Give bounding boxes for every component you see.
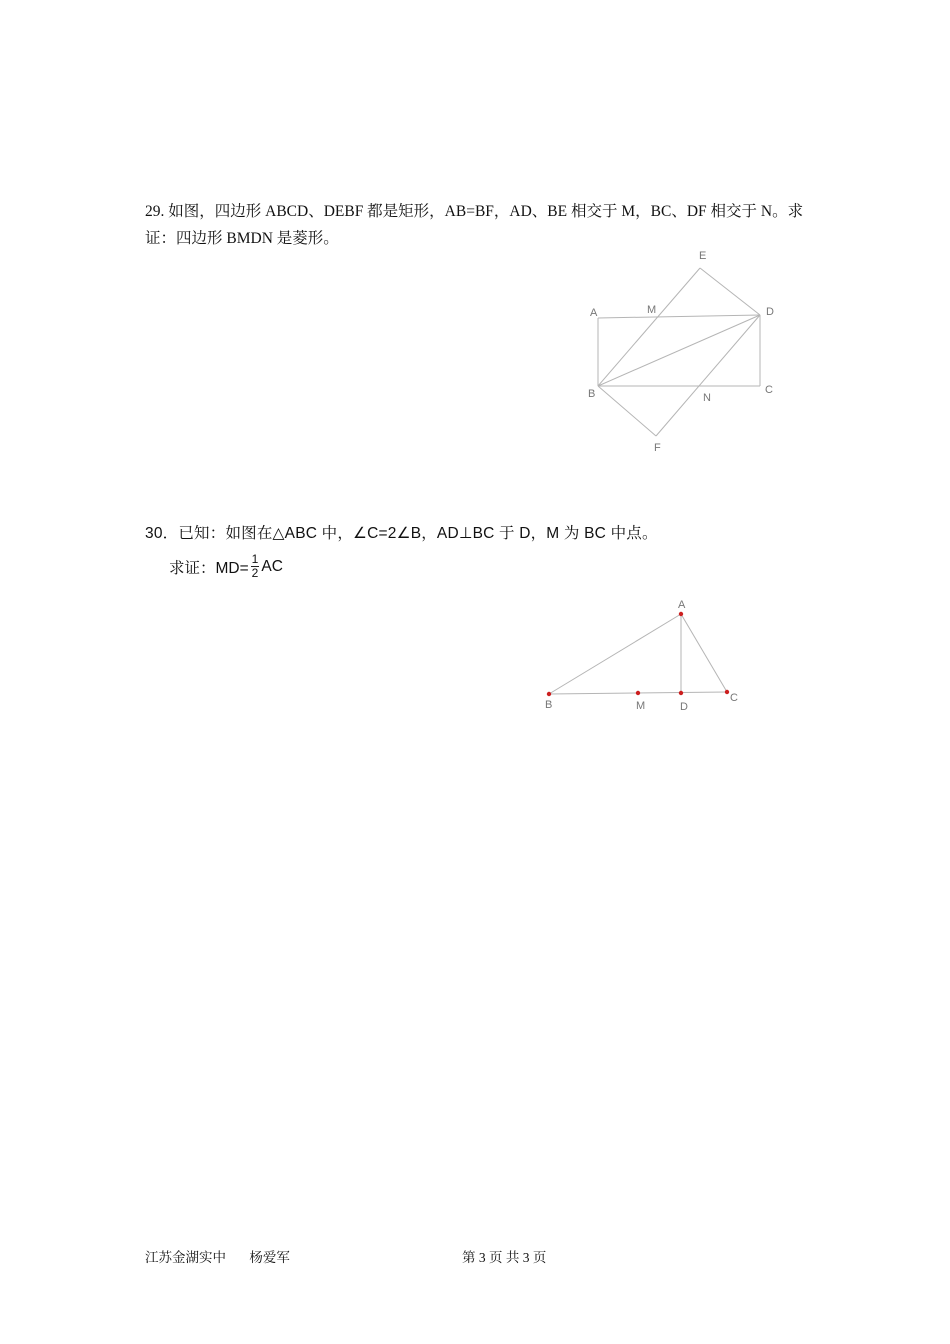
point-M bbox=[636, 691, 640, 695]
question-30: 30．已知：如图在△ABC 中，∠C=2∠B，AD⊥BC 于 D，M 为 BC 中点。 bbox=[145, 525, 658, 542]
label-M30: M bbox=[636, 700, 646, 712]
figure-30 bbox=[535, 592, 750, 717]
label-M: M bbox=[647, 304, 657, 316]
point-C bbox=[725, 690, 729, 694]
question-29-line2: 证：四边形 BMDN 是菱形。 bbox=[145, 230, 339, 247]
prove-prefix: 求证：MD= bbox=[169, 559, 249, 577]
seg-BD bbox=[598, 315, 760, 386]
seg-ED bbox=[700, 268, 760, 315]
seg-BE bbox=[598, 268, 700, 386]
fraction-one-half bbox=[251, 553, 260, 580]
seg-AD bbox=[598, 315, 760, 318]
fraction-numerator: 1 bbox=[251, 552, 259, 566]
point-A bbox=[679, 612, 683, 616]
point-B bbox=[547, 692, 551, 696]
prove-suffix: AC bbox=[261, 557, 283, 575]
figure-29 bbox=[580, 240, 790, 460]
footer-left bbox=[145, 1246, 310, 1266]
footer-author: 杨爱军 bbox=[249, 1250, 290, 1265]
question-29-line1: 29. 如图，四边形 ABCD、DEBF 都是矩形，AB=BF，AD、BE 相交于 M，BC、DF 相交于 N。求 bbox=[145, 203, 804, 220]
label-D: D bbox=[766, 306, 774, 318]
footer-school: 江苏金湖实中 bbox=[145, 1250, 226, 1265]
label-E: E bbox=[699, 250, 707, 262]
seg-DF bbox=[656, 315, 760, 436]
seg-AC30 bbox=[681, 614, 727, 692]
label-B: B bbox=[588, 388, 596, 400]
label-C: C bbox=[765, 384, 773, 396]
label-A: A bbox=[590, 307, 598, 319]
seg-AB30 bbox=[549, 614, 681, 694]
label-C30: C bbox=[730, 692, 738, 704]
seg-BF bbox=[598, 386, 656, 436]
label-A30: A bbox=[678, 599, 686, 611]
point-D bbox=[679, 691, 683, 695]
footer-page-number: 第 3 页 共 3 页 bbox=[462, 1250, 547, 1265]
label-N: N bbox=[703, 392, 711, 404]
fraction-denominator: 2 bbox=[251, 566, 259, 580]
question-30-prove bbox=[169, 553, 283, 580]
label-D30: D bbox=[680, 701, 688, 713]
label-F: F bbox=[654, 442, 661, 454]
label-B30: B bbox=[545, 699, 553, 711]
